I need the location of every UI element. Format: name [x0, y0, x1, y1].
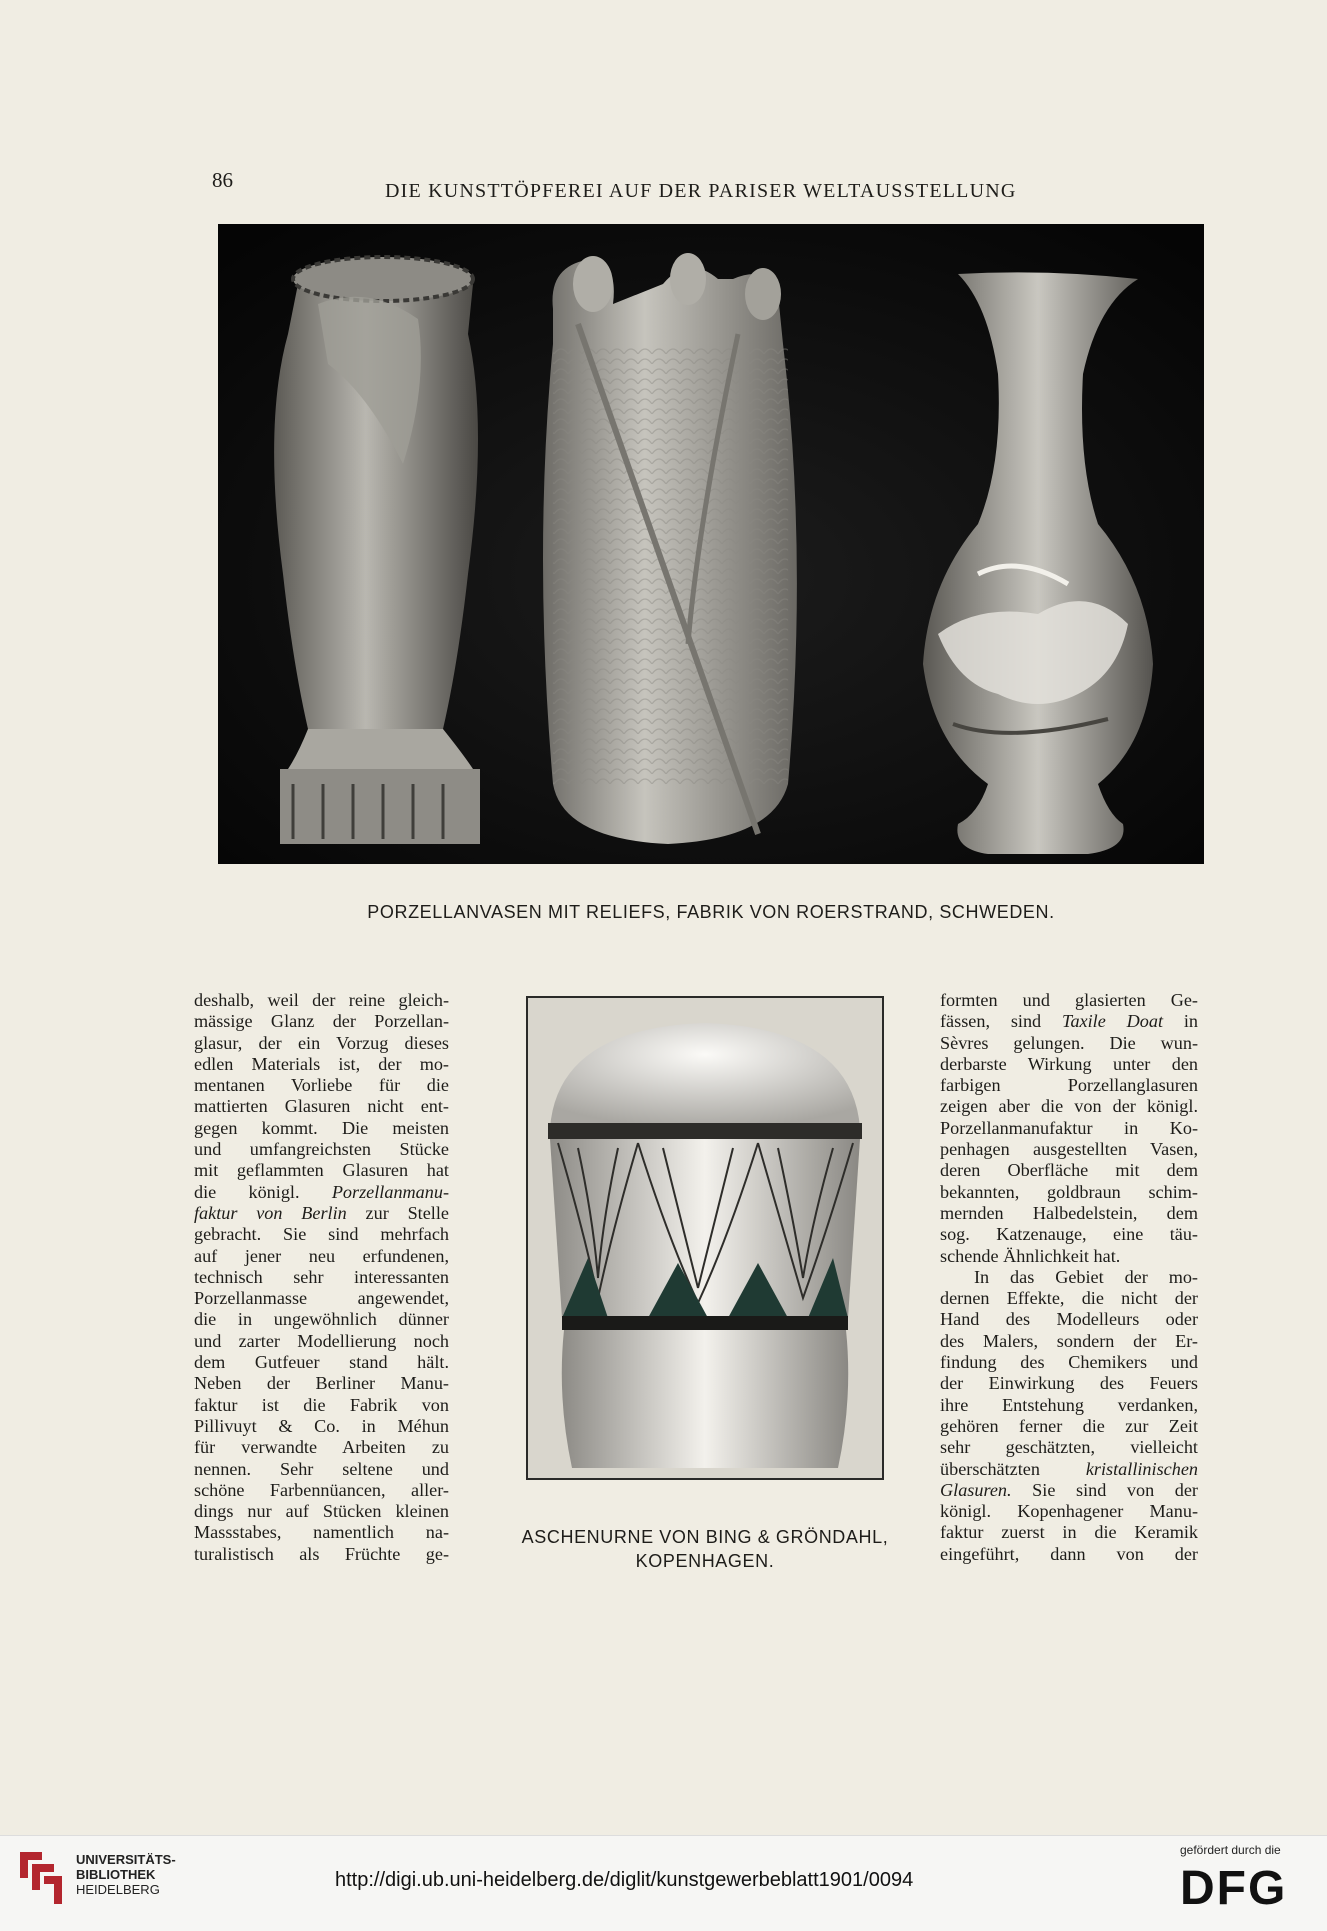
text-line: Sèvres gelungen. Die wun- [940, 1032, 1198, 1053]
text-line: der Einwirkung des Feuers [940, 1373, 1198, 1394]
text-line: gehören ferner die zur Zeit [940, 1415, 1198, 1436]
university-library-name[interactable] [76, 1852, 176, 1897]
text-line: formten und glasierten Ge- [940, 990, 1198, 1010]
text-line: Massstabes, namentlich na- [194, 1522, 449, 1543]
text-line: dernen Effekte, die nicht der [940, 1288, 1198, 1309]
text-line: für verwandte Arbeiten zu [194, 1437, 449, 1458]
urn-caption-line: ASCHENURNE VON BING & GRÖNDAHL, [521, 1527, 889, 1547]
text-line: ihre Entstehung verdanken, [940, 1394, 1198, 1415]
vases-caption: PORZELLANVASEN MIT RELIEFS, FABRIK VON ROERSTRAND, SCHWEDEN. [367, 902, 1055, 922]
vases-photograph [218, 224, 1204, 864]
text-line: nennen. Sehr seltene und [194, 1458, 449, 1479]
text-fragment: Sie sind von der [1032, 1479, 1198, 1500]
library-name-line: BIBLIOTHEK [76, 1867, 156, 1882]
text-line: technisch sehr interessanten [194, 1266, 449, 1287]
right-text-column [940, 990, 1198, 1565]
text-line: mentanen Vorliebe für die [194, 1075, 449, 1096]
text-line: Porzellanmanufaktur in Ko- [940, 1117, 1198, 1138]
text-fragment: fässen, sind [940, 1011, 1042, 1032]
text-line: findung des Chemikers und [940, 1352, 1198, 1373]
text-line: Pillivuyt & Co. in Méhun [194, 1415, 449, 1436]
text-fragment: überschätzten [940, 1458, 1040, 1479]
university-library-logo-icon[interactable] [14, 1848, 66, 1908]
permalink-url[interactable]: http://digi.ub.uni-heidelberg.de/diglit/kunstgewerbeblatt1901/0094 [335, 1869, 914, 1891]
text-line: mit geflammten Glasuren hat [194, 1160, 449, 1181]
urn-caption-line: KOPENHAGEN. [635, 1551, 775, 1571]
text-line: deren Oberfläche mit dem [940, 1160, 1198, 1181]
text-line [940, 1011, 1198, 1032]
italic-name: Taxile Doat [1062, 1011, 1164, 1032]
text-fragment: die königl. [194, 1181, 300, 1202]
library-name-line: HEIDELBERG [76, 1882, 160, 1897]
text-line: und umfangreichsten Stücke [194, 1139, 449, 1160]
text-line: bekannten, goldbraun schim- [940, 1181, 1198, 1202]
dfg-logo[interactable]: DFG [1180, 1862, 1288, 1915]
text-line: mernden Halbedelstein, dem [940, 1202, 1198, 1223]
urn-caption [480, 1525, 930, 1573]
text-line: Neben der Berliner Manu- [194, 1373, 449, 1394]
text-line: glasur, der ein Vorzug dieses [194, 1032, 449, 1053]
text-line: Porzellanmasse angewendet, [194, 1288, 449, 1309]
italic-term: kristallinischen [1085, 1458, 1198, 1479]
text-line: sog. Katzenauge, eine täu- [940, 1224, 1198, 1245]
page-number: 86 [212, 168, 233, 192]
text-line: des Malers, sondern der Er- [940, 1330, 1198, 1351]
italic-name: Porzellanmanu- [331, 1181, 450, 1202]
text-line: faktur ist die Fabrik von [194, 1394, 449, 1415]
text-line: deshalb, weil der reine gleich- [194, 990, 449, 1010]
urn-photograph [526, 996, 884, 1480]
text-line: gegen kommt. Die meisten [194, 1117, 449, 1138]
text-line: die in ungewöhnlich dünner [194, 1309, 449, 1330]
text-line: Hand des Modelleurs oder [940, 1309, 1198, 1330]
text-fragment: zur Stelle [365, 1202, 449, 1223]
library-name-line: UNIVERSITÄTS- [76, 1852, 176, 1867]
text-line [194, 1203, 449, 1224]
text-line: und zarter Modellierung noch [194, 1330, 449, 1351]
text-line: eingeführt, dann von der [940, 1543, 1198, 1564]
text-line: königl. Kopenhagener Manu- [940, 1501, 1198, 1522]
italic-name: faktur von Berlin [194, 1202, 347, 1223]
running-head: DIE KUNSTTÖPFEREI AUF DER PARISER WELTAUSSTELLUNG [385, 180, 1017, 202]
text-line: penhagen ausgestellten Vasen, [940, 1139, 1198, 1160]
text-line: mattierten Glasuren nicht ent- [194, 1096, 449, 1117]
text-line: auf jener neu erfundenen, [194, 1245, 449, 1266]
text-line: farbigen Porzellanglasuren [940, 1075, 1198, 1096]
text-line: mässige Glanz der Porzellan- [194, 1011, 449, 1032]
text-line: derbarste Wirkung unter den [940, 1053, 1198, 1074]
text-line: turalistisch als Früchte ge- [194, 1543, 449, 1564]
text-fragment: in [1183, 1011, 1199, 1032]
middle-vase [543, 253, 797, 844]
text-line: In das Gebiet der mo- [974, 1266, 1198, 1287]
left-vase [274, 257, 480, 844]
text-line: dings nur auf Stücken kleinen [194, 1501, 449, 1522]
funding-note: gefördert durch die [1180, 1843, 1281, 1857]
left-text-column [194, 990, 449, 1565]
text-line: dem Gutfeuer stand hält. [194, 1352, 449, 1373]
text-line: faktur zuerst in die Keramik [940, 1522, 1198, 1543]
text-line [940, 1459, 1198, 1480]
text-line [940, 1480, 1198, 1501]
text-line: sehr geschätzten, vielleicht [940, 1437, 1198, 1458]
text-line: gebracht. Sie sind mehrfach [194, 1224, 449, 1245]
text-line: edlen Materials ist, der mo- [194, 1053, 449, 1074]
italic-term: Glasuren. [940, 1479, 1012, 1500]
text-line [194, 1182, 449, 1203]
text-line: zeigen aber die von der königl. [940, 1096, 1198, 1117]
text-line: schende Ähnlichkeit hat. [940, 1245, 1121, 1266]
text-line: schöne Farbennüancen, aller- [194, 1479, 449, 1500]
